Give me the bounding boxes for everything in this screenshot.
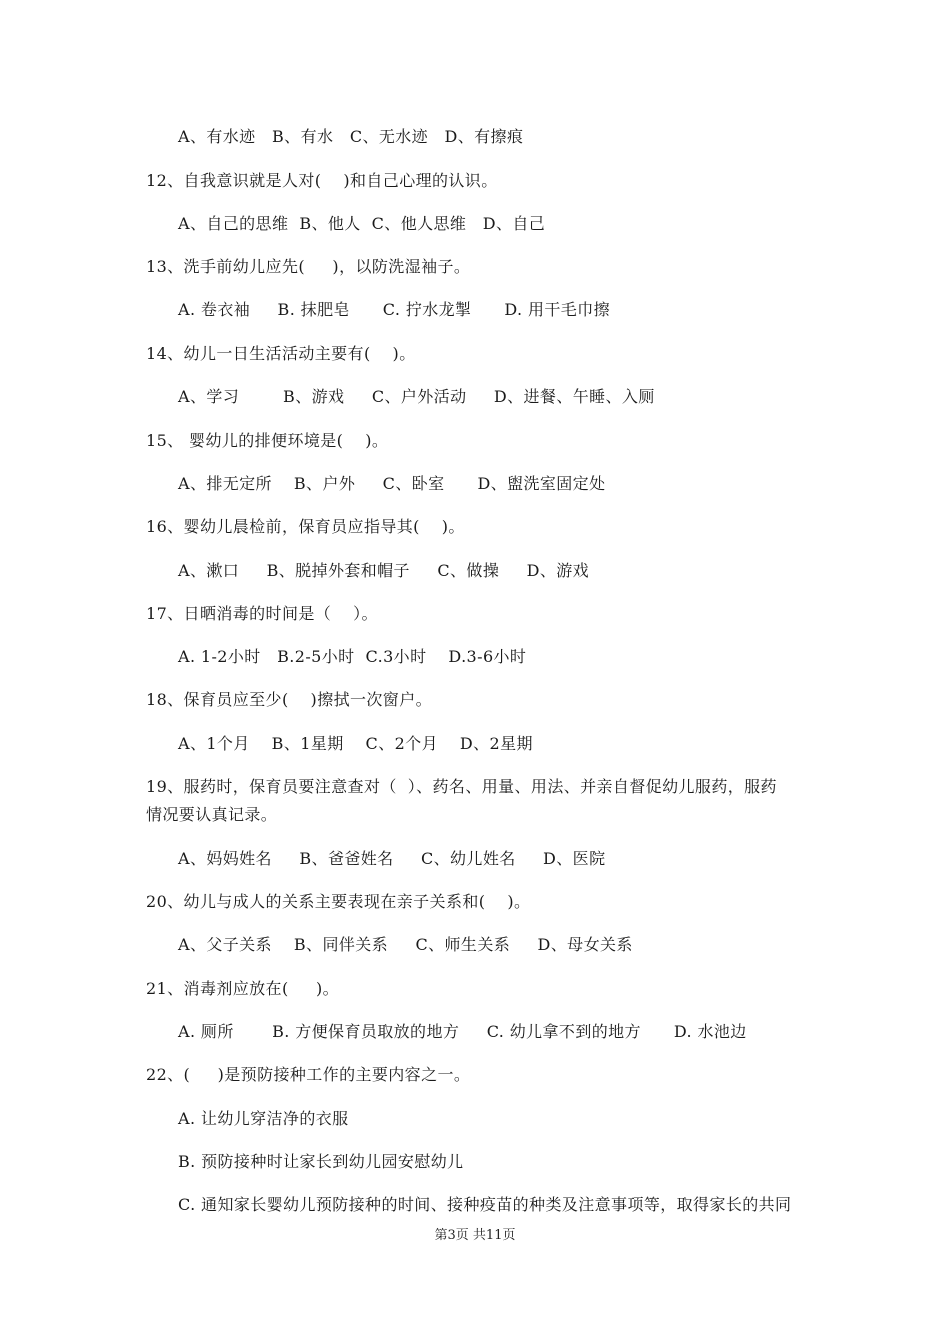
question-19: 19、服药时，保育员要注意查对（ ）、药名、用量、用法、并亲自督促幼儿服药，服药 <box>146 777 777 796</box>
question-18: 18、保育员应至少( )擦拭一次窗户。 <box>146 690 432 709</box>
question-12: 12、自我意识就是人对( )和自己心理的认识。 <box>146 171 498 190</box>
page-footer: 第3页 共11页 <box>434 1228 516 1243</box>
question-21: 21、消毒剂应放在( )。 <box>146 979 340 998</box>
question-15: 15、 婴幼儿的排便环境是( )。 <box>146 431 389 450</box>
answer-options-15: A、排无定所 B、户外 C、卧室 D、盥洗室固定处 <box>178 474 606 493</box>
answer-options-16: A、漱口 B、脱掉外套和帽子 C、做操 D、游戏 <box>178 561 590 580</box>
answer-options-13: A. 卷衣袖 B. 抹肥皂 C. 拧水龙掣 D. 用干毛巾擦 <box>178 300 610 319</box>
question-14: 14、幼儿一日生活活动主要有( )。 <box>146 344 416 363</box>
question-17: 17、日晒消毒的时间是（ ）。 <box>146 604 378 623</box>
answer-options-21: A. 厕所 B. 方便保育员取放的地方 C. 幼儿拿不到的地方 D. 水池边 <box>178 1022 747 1041</box>
answer-options-14: A、学习 B、游戏 C、户外活动 D、进餐、午睡、入厕 <box>178 387 655 406</box>
question-19-continued: 情况要认真记录。 <box>146 805 278 824</box>
question-22: 22、( )是预防接种工作的主要内容之一。 <box>146 1065 471 1084</box>
answer-options-18: A、1个月 B、1星期 C、2个月 D、2星期 <box>178 734 533 753</box>
answer-options-11: A、有水迹 B、有水 C、无水迹 D、有擦痕 <box>178 127 524 146</box>
answer-options-12: A、自己的思维 B、他人 C、他人思维 D、自己 <box>178 214 546 233</box>
question-20: 20、幼儿与成人的关系主要表现在亲子关系和( )。 <box>146 892 531 911</box>
answer-options-17: A. 1-2小时 B.2-5小时 C.3小时 D.3-6小时 <box>178 647 527 666</box>
answer-option-22b: B. 预防接种时让家长到幼儿园安慰幼儿 <box>178 1152 464 1171</box>
answer-option-22a: A. 让幼儿穿洁净的衣服 <box>178 1109 349 1128</box>
answer-options-19: A、妈妈姓名 B、爸爸姓名 C、幼儿姓名 D、医院 <box>178 849 606 868</box>
answer-options-20: A、父子关系 B、同伴关系 C、师生关系 D、母女关系 <box>178 935 633 954</box>
question-13: 13、洗手前幼儿应先( )，以防洗湿袖子。 <box>146 257 471 276</box>
question-16: 16、婴幼儿晨检前，保育员应指导其( )。 <box>146 517 465 536</box>
answer-option-22c: C. 通知家长婴幼儿预防接种的时间、接种疫苗的种类及注意事项等，取得家长的共同 <box>178 1195 792 1214</box>
